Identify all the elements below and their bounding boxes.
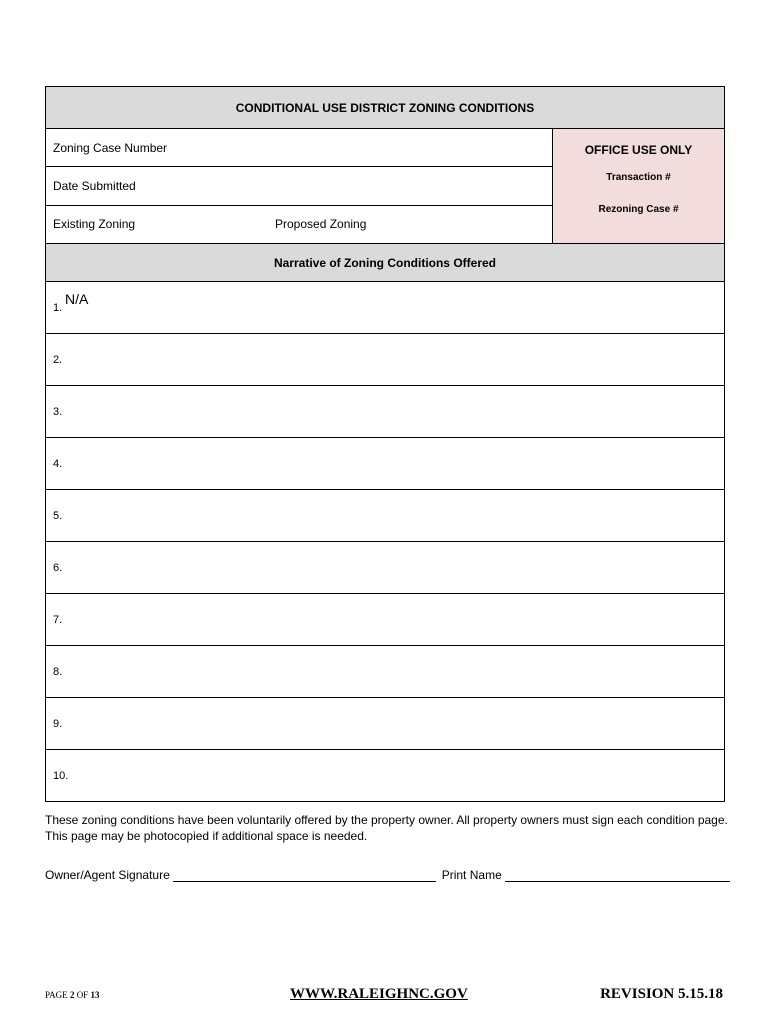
- condition-row[interactable]: [46, 698, 724, 750]
- condition-row[interactable]: [46, 750, 724, 801]
- case-info-section: [46, 129, 724, 244]
- zoning-conditions-form: [45, 86, 725, 802]
- website-link[interactable]: WWW.RALEIGHNC.GOV: [290, 986, 468, 1002]
- condition-row[interactable]: [46, 438, 724, 490]
- condition-row[interactable]: [46, 646, 724, 698]
- zoning-case-number-field[interactable]: [46, 129, 552, 166]
- conditions-note: These zoning conditions have been voluntarily offered by the property owner. All property owners must sign each condition page. This page may be photocopied if additional space is needed.: [45, 813, 728, 843]
- conditions-list: [46, 282, 724, 801]
- condition-row[interactable]: [46, 334, 724, 386]
- owner-signature-label: Owner/Agent Signature: [45, 868, 170, 882]
- condition-number: 3.: [53, 406, 63, 418]
- narrative-header: Narrative of Zoning Conditions Offered: [46, 244, 724, 282]
- condition-number: 8.: [53, 666, 63, 678]
- case-fields: [46, 129, 553, 243]
- revision-label: REVISION 5.15.18: [600, 986, 723, 1002]
- office-use-only-box: [553, 129, 724, 243]
- form-title: CONDITIONAL USE DISTRICT ZONING CONDITIONS: [46, 87, 724, 129]
- zoning-row[interactable]: [46, 205, 552, 243]
- condition-row[interactable]: [46, 490, 724, 542]
- condition-number: 6.: [53, 562, 63, 574]
- print-name-label: Print Name: [441, 868, 502, 882]
- owner-signature-line[interactable]: [173, 869, 436, 882]
- condition-row[interactable]: [46, 282, 724, 334]
- transaction-label: Transaction #: [606, 172, 671, 183]
- print-name-line[interactable]: [505, 869, 730, 882]
- condition-row[interactable]: [46, 386, 724, 438]
- zoning-case-number-label: Zoning Case Number: [53, 140, 168, 155]
- page-of: OF: [76, 990, 89, 1000]
- condition-number: 4.: [53, 458, 63, 470]
- date-submitted-field[interactable]: [46, 166, 552, 204]
- condition-number: 2.: [53, 354, 63, 366]
- condition-number: 9.: [53, 718, 63, 730]
- condition-number: 5.: [53, 510, 63, 522]
- condition-row[interactable]: [46, 594, 724, 646]
- signature-row: [45, 868, 730, 882]
- condition-number: 7.: [53, 614, 63, 626]
- condition-number: 10.: [53, 770, 69, 782]
- condition-row[interactable]: [46, 542, 724, 594]
- condition-number: 1.: [53, 302, 63, 314]
- page-total: 13: [90, 990, 100, 1000]
- condition-text: N/A: [65, 291, 89, 307]
- rezoning-case-label: Rezoning Case #: [598, 204, 679, 215]
- office-use-title: OFFICE USE ONLY: [584, 143, 693, 157]
- proposed-zoning-label: Proposed Zoning: [275, 217, 367, 232]
- page-indicator: [45, 990, 99, 1000]
- page-prefix: PAGE: [45, 990, 68, 1000]
- existing-zoning-label: Existing Zoning: [53, 217, 136, 232]
- page-number: 2: [69, 990, 75, 1000]
- date-submitted-label: Date Submitted: [53, 178, 136, 193]
